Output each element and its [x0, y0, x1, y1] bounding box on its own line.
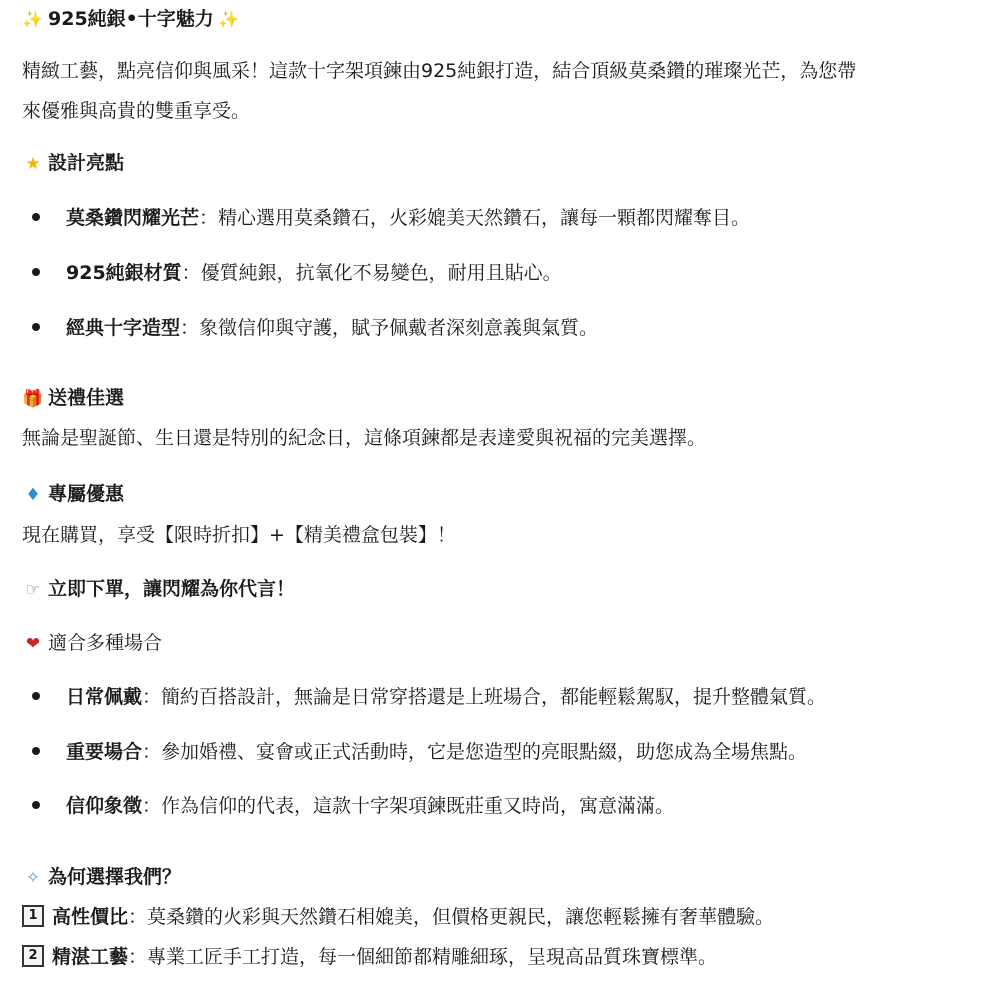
bullet-icon [32, 692, 40, 700]
design-heading-text: 設計亮點 [48, 152, 125, 174]
sparkles-icon: ✨ [218, 10, 240, 30]
list-item [32, 737, 807, 767]
title-line [22, 4, 244, 35]
pointing-hand-icon: ☞ [25, 580, 41, 600]
list-item-label: 精湛工藝 [52, 946, 129, 968]
cta-text: 立即下單，讓閃耀為你代言！ [48, 578, 296, 600]
list-item-text: ：象徵信仰與守護，賦予佩戴者深刻意義與氣質。 [180, 317, 599, 339]
list-item-text: ：專業工匠手工打造，每一個細節都精雕細琢，呈現高品質珠寶標準。 [128, 946, 718, 968]
list-item [22, 942, 717, 972]
list-item [32, 258, 562, 288]
magic-wand-icon: ✧ [25, 868, 41, 888]
bullet-icon [32, 213, 40, 221]
list-item-text: ：優質純銀，抗氧化不易變色，耐用且貼心。 [181, 262, 562, 284]
bullet-icon [32, 268, 40, 276]
gift-icon: 🎁 [22, 389, 44, 409]
intro-line-1: 精緻工藝，點亮信仰與風采！這款十字架項鍊由925純銀打造，結合頂級莫桑鑽的璀璨光芒，為您帶 [22, 60, 857, 82]
list-item-text: ：莫桑鑽的火彩與天然鑽石相媲美，但價格更親民，讓您輕鬆擁有奢華體驗。 [128, 906, 775, 928]
heart-icon: ❤ [25, 634, 41, 654]
star-icon: ★ [25, 154, 41, 174]
list-item [32, 682, 826, 712]
cta-line [22, 574, 295, 605]
bullet-icon [32, 323, 40, 331]
title-text: 925純銀•十字魅力 [48, 8, 214, 30]
gem-icon: ♦ [25, 485, 41, 505]
gift-text: 無論是聖誕節、生日還是特別的紀念日，這條項鍊都是表達愛與祝福的完美選擇。 [22, 427, 707, 449]
list-item-text: ：精心選用莫桑鑽石，火彩媲美天然鑽石，讓每一顆都閃耀奪目。 [199, 207, 751, 229]
offer-text: 現在購買，享受【限時折扣】+【精美禮盒包裝】！ [22, 524, 456, 546]
keycap-number-icon: 2 [22, 945, 44, 967]
gift-heading-text: 送禮佳選 [48, 387, 125, 409]
list-item-text: ：參加婚禮、宴會或正式活動時，它是您造型的亮眼點綴，助您成為全場焦點。 [142, 741, 808, 763]
why-heading-text: 為何選擇我們？ [48, 866, 182, 888]
why-heading [22, 862, 181, 893]
list-item-label: 高性價比 [52, 906, 129, 928]
bullet-icon [32, 801, 40, 809]
occasions-heading [22, 628, 162, 659]
bullet-icon [32, 747, 40, 755]
list-item [32, 203, 750, 233]
list-item-text: ：簡約百搭設計，無論是日常穿搭還是上班場合，都能輕鬆駕馭，提升整體氣質。 [142, 686, 827, 708]
intro-line-2: 來優雅與高貴的雙重享受。 [22, 100, 251, 122]
list-item-label: 信仰象徵 [66, 795, 143, 817]
list-item-label: 日常佩戴 [66, 686, 143, 708]
design-heading [22, 148, 124, 179]
offer-heading [22, 479, 124, 510]
list-item-label: 925純銀材質 [66, 262, 182, 284]
list-item-label: 重要場合 [66, 741, 143, 763]
list-item-label: 莫桑鑽閃耀光芒 [66, 207, 200, 229]
list-item-label: 經典十字造型 [66, 317, 181, 339]
keycap-number-icon: 1 [22, 905, 44, 927]
gift-heading [22, 383, 124, 414]
list-item [22, 902, 774, 932]
list-item [32, 791, 674, 821]
sparkles-icon: ✨ [22, 10, 44, 30]
occasions-heading-text: 適合多種場合 [48, 632, 163, 654]
offer-heading-text: 專屬優惠 [48, 483, 125, 505]
list-item-text: ：作為信仰的代表，這款十字架項鍊既莊重又時尚，寓意滿滿。 [142, 795, 675, 817]
list-item [32, 313, 598, 343]
